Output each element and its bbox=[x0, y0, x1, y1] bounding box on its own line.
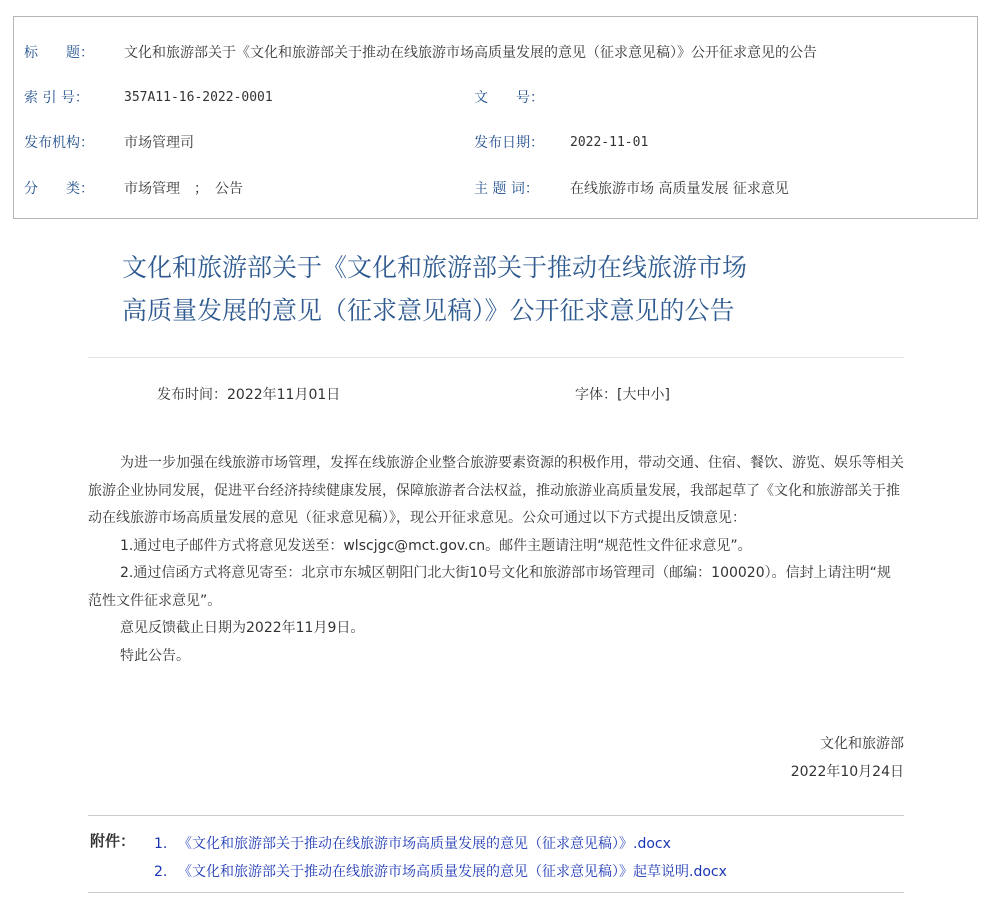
body-paragraph: 1.通过电子邮件方式将意见发送至：wlscjgc@mct.gov.cn。邮件主题请注明“规范性文件征求意见”。 bbox=[120, 537, 752, 554]
article-body bbox=[88, 450, 904, 670]
attachment-number: 2. bbox=[154, 864, 168, 880]
title-divider bbox=[88, 357, 904, 358]
attachments-top-divider bbox=[88, 815, 904, 816]
meta-row-index bbox=[14, 86, 977, 110]
article-title-line-2: 高质量发展的意见（征求意见稿）》公开征求意见的公告 bbox=[122, 296, 735, 325]
attachment-filename: 《文化和旅游部关于推动在线旅游市场高质量发展的意见（征求意见稿）》.docx bbox=[178, 836, 671, 852]
body-paragraph: 意见反馈截止日期为2022年11月9日。 bbox=[120, 620, 365, 636]
metadata-table bbox=[13, 16, 978, 219]
attachment-number: 1. bbox=[154, 836, 168, 852]
attachments-label: 附件： bbox=[90, 832, 136, 850]
date-value: 2022-11-01 bbox=[570, 135, 649, 150]
signature-org: 文化和旅游部 bbox=[820, 736, 904, 752]
attachment-filename: 《文化和旅游部关于推动在线旅游市场高质量发展的意见（征求意见稿）》起草说明.docx bbox=[178, 864, 727, 880]
docno-label: 文 号： bbox=[474, 90, 544, 106]
attachments-bottom-divider bbox=[88, 892, 904, 893]
issuer-value: 市场管理司 bbox=[124, 135, 194, 151]
keywords-value: 在线旅游市场 高质量发展 征求意见 bbox=[570, 181, 789, 197]
keywords-label: 主 题 词： bbox=[474, 181, 539, 197]
body-paragraph: 2.通过信函方式将意见寄至：北京市东城区朝阳门北大街10号文化和旅游部市场管理司（邮编：100020）。信封上请注明“规范性文件征求意见”。 bbox=[88, 565, 891, 609]
category-value: 市场管理 ； 公告 bbox=[124, 181, 243, 197]
title-value: 文化和旅游部关于《文化和旅游部关于推动在线旅游市场高质量发展的意见（征求意见稿）》公开征求意见的公告 bbox=[124, 45, 817, 61]
body-paragraph: 为进一步加强在线旅游市场管理，发挥在线旅游企业整合旅游要素资源的积极作用，带动交通、住宿、餐饮、游览、娱乐等相关旅游企业协同发展，促进平台经济持续健康发展，保障旅游者合法权益，推动旅游业高质量发展，我部起草了《文化和旅游部关于推动在线旅游市场高质量发展的意见（征求意见稿）》，现公开征求意见。公众可通过以下方式提出反馈意见： bbox=[88, 455, 904, 526]
meta-row-category bbox=[14, 177, 977, 201]
index-value: 357A11-16-2022-0001 bbox=[124, 90, 273, 105]
publish-time: 发布时间：2022年11月01日 bbox=[157, 387, 341, 403]
attachment-link-1[interactable] bbox=[154, 830, 727, 858]
date-label: 发布日期： bbox=[474, 135, 544, 151]
index-label: 索 引 号： bbox=[24, 90, 89, 106]
body-paragraph: 特此公告。 bbox=[120, 647, 190, 664]
category-label: 分 类： bbox=[24, 181, 94, 197]
article-title bbox=[122, 246, 882, 332]
article-title-line-1: 文化和旅游部关于《文化和旅游部关于推动在线旅游市场 bbox=[122, 253, 748, 282]
attachments-list bbox=[154, 830, 727, 886]
signature-date: 2022年10月24日 bbox=[790, 764, 904, 780]
meta-row-issuer bbox=[14, 131, 977, 155]
issuer-label: 发布机构： bbox=[24, 135, 94, 151]
title-label: 标 题： bbox=[24, 45, 94, 61]
attachment-link-2[interactable] bbox=[154, 858, 727, 886]
meta-row-title bbox=[14, 41, 977, 65]
font-size-control[interactable]: 字体：[大中小] bbox=[575, 387, 670, 403]
